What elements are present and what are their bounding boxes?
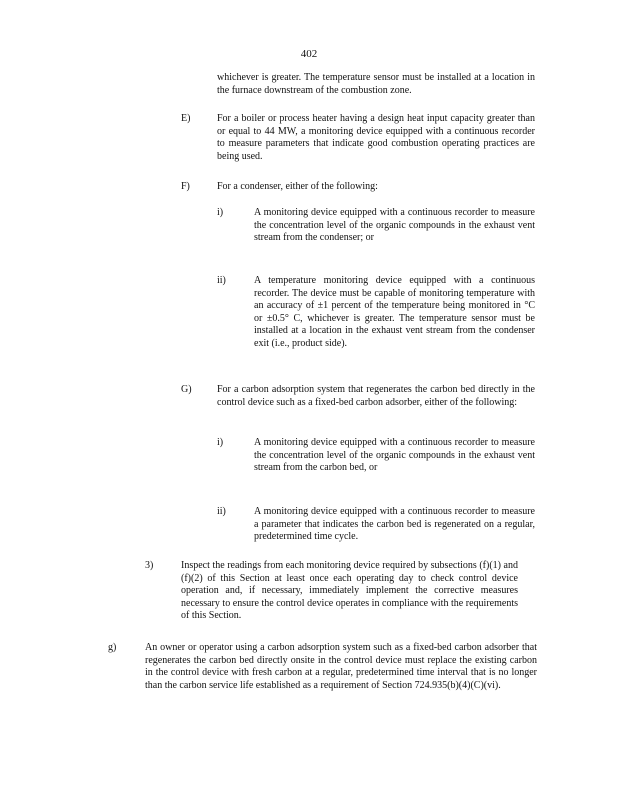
- item-g-text: An owner or operator using a carbon adsorption system such as a fixed-bed carbon adsorber that regenerates the carbon bed directly onsite in the control device must replace the existing carbon in the control device with fresh carbon at a regular, predetermined time interval that is no longer than the carbon service life established as a requirement of Section 724.935(b)(4)(C)(vi).: [145, 642, 537, 691]
- item-G-i-label: i): [217, 437, 224, 448]
- item-F: [217, 181, 535, 194]
- item-G-i: [254, 437, 535, 475]
- item-G-text: For a carbon adsorption system that regenerates the carbon bed directly in the control device such as a fixed-bed carbon adsorber, either of the following:: [217, 384, 535, 408]
- item-F-ii: [254, 275, 535, 351]
- continuation-paragraph: [217, 72, 535, 97]
- item-G-ii: [254, 506, 535, 544]
- page-number: 402: [300, 48, 318, 60]
- continuation-text: whichever is greater. The temperature sensor must be installed at a location in the furnace downstream of the combustion zone.: [217, 72, 535, 96]
- item-G-ii-text: A monitoring device equipped with a continuous recorder to measure a parameter that indicates the carbon bed is regenerated on a regular, predetermined time cycle.: [254, 506, 535, 543]
- item-g: [145, 642, 537, 692]
- item-F-ii-label: ii): [217, 275, 226, 286]
- item-F-ii-text: A temperature monitoring device equipped with a continuous recorder. The device must be capable of monitoring temperature with an accuracy of ±1 percent of the temperature being monitored in °C or ±0.5° C, whichever is greater. The temperature sensor must be installed at a location in the exhaust vent stream from the condenser exit (i.e., product side).: [254, 275, 535, 349]
- item-G-ii-label: ii): [217, 506, 226, 517]
- item-G: [217, 384, 535, 409]
- item-F-text: For a condenser, either of the following:: [217, 181, 378, 192]
- item-E: [217, 113, 535, 163]
- item-3-label: 3): [145, 560, 154, 571]
- item-F-label: F): [181, 181, 190, 192]
- item-F-i-text: A monitoring device equipped with a continuous recorder to measure the concentration level of the organic compounds in the exhaust vent stream from the condenser; or: [254, 207, 535, 244]
- item-F-i: [254, 207, 535, 245]
- item-3-text: Inspect the readings from each monitoring device required by subsections (f)(1) and (f)(2) of this Section at least once each operating day to check control device operation and, if necessary, immediately implement the corrective measures necessary to ensure the control device operates in compliance with the requirements of this Section.: [181, 560, 518, 622]
- item-E-text: For a boiler or process heater having a design heat input capacity greater than or equal to 44 MW, a monitoring device equipped with a continuous recorder to measure parameters that indicate good combustion operating practices are being used.: [217, 113, 535, 162]
- item-F-i-label: i): [217, 207, 224, 218]
- item-E-label: E): [181, 113, 191, 124]
- item-G-label: G): [181, 384, 192, 395]
- item-G-i-text: A monitoring device equipped with a continuous recorder to measure the concentration level of the organic compounds in the exhaust vent stream from the carbon bed, or: [254, 437, 535, 474]
- item-3: [181, 560, 518, 623]
- item-g-label: g): [108, 642, 117, 653]
